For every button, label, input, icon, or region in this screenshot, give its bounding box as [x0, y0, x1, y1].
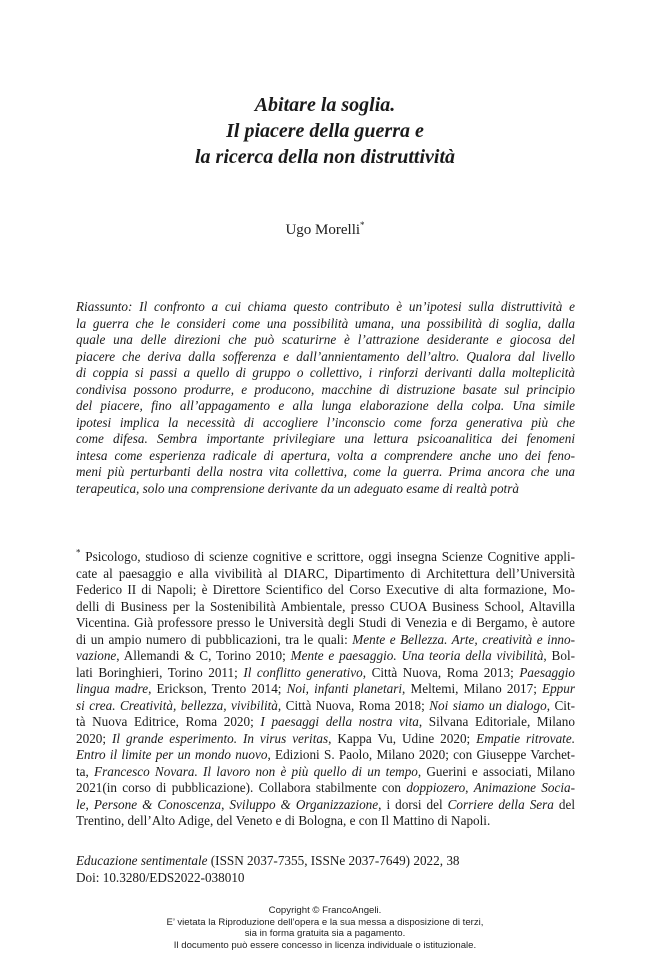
footnote-italic-text: Mente e paesaggio. Una teoria della vivibilità — [290, 648, 544, 663]
footnote-italic-text: Eppur — [542, 681, 575, 696]
journal-doi: Doi: 10.3280/EDS2022-038010 — [76, 869, 245, 885]
footnote-text: , Erickson, Trento 2014; — [148, 681, 287, 696]
title-line: Abitare la soglia. — [254, 94, 396, 116]
footnote-text: , Città Nuova, Roma 2013; — [362, 664, 520, 680]
footnote-italic-text: Corriere della Sera — [447, 796, 554, 812]
copyright-line: Il documento può essere concesso in licenza individuale o istituzionale. — [173, 939, 477, 951]
copyright-notice — [0, 905, 650, 951]
footnote-italic-text: Francesco Novara. Il lavoro non è più quello di un tempo — [94, 763, 418, 779]
abstract-line: intesa come esperienza radicale di apertura, volta a comprendere anche uno dei feno- — [76, 447, 575, 463]
footnote-line — [76, 714, 575, 731]
title-line: Il piacere della guerra e — [226, 120, 424, 142]
footnote-italic-text: Entro il limite per un mondo nuovo — [76, 747, 268, 762]
footnote-line — [76, 549, 575, 566]
abstract-line: ipotesi implica la necessità di accogliere l’inconscio come forza generativa più che — [76, 414, 575, 430]
journal-info — [76, 853, 575, 886]
abstract-line: quale una delle direzioni che può scaturirne è l’attrazione desiderante e giocosa del — [76, 332, 575, 347]
copyright-line: sia in forma gratuita sia a pagamento. — [244, 928, 406, 939]
abstract-line: la guerra che le consideri come una possibilità umana, una possibilità di soglia, dalla — [76, 315, 575, 331]
footnote-text: cate al paesaggio e alla vivibilità al DIARC, Dipartimento di Architettura dell’Università — [76, 565, 575, 581]
footnote-italic-text: Paesaggio — [519, 664, 575, 680]
footnote-italic-text: Noi, infanti planetari — [286, 681, 403, 696]
footnote-italic-text: Animazione Socia- — [473, 780, 575, 795]
footnote-line — [76, 648, 575, 665]
footnote-line — [76, 698, 575, 715]
journal-issn: (ISSN 2037-7355, ISSNe 2037-7649) 2022, 38 — [207, 853, 460, 868]
footnote-text: , Allemandi & C, Torino 2010; — [116, 648, 291, 663]
abstract-line: del piacere, fino all’appagamento e alla lunga elaborazione della colpa. Una simile — [76, 398, 575, 413]
footnote-line — [76, 731, 575, 748]
abstract-line: terapeutica, solo una comprensione derivante da un adeguato esame di realtà potrà — [76, 480, 519, 496]
footnote-text: , Guerini e associati, Milano — [417, 763, 576, 779]
footnote-italic-text: Sviluppo & Organizzazione — [229, 796, 379, 812]
footnote-italic-text: Il grande esperimento. In virus veritas — [111, 730, 329, 746]
footnote-italic-text: Persone & Conoscenza — [93, 796, 222, 812]
footnote-text: ta, — [76, 763, 95, 779]
copyright-line: Copyright © FrancoAngeli. — [268, 905, 382, 916]
footnote-text: Federico II di Napoli; è Direttore Scientifico del Corso Executive di alta formazione, Mo- — [76, 582, 575, 597]
journal-name: Educazione sentimentale — [76, 853, 208, 868]
footnote-text: Psicologo, studioso di scienze cognitive e scrittore, oggi insegna Scienze Cognitive appli- — [85, 549, 576, 564]
footnote-text: Vicentina. Già professore presso le Università degli Studi di Venezia e di Bergamo, è autore — [76, 615, 575, 630]
abstract-line: condivisa possono produrre, e producono, macchine di distruzione basate sul principio — [76, 381, 575, 397]
abstract-line: come difesa. Sembra importante privilegiare una lettura psicoanalitica dei fenomeni — [76, 431, 575, 446]
title-line: la ricerca della non distruttività — [194, 146, 455, 168]
footnote-line — [76, 566, 575, 583]
footnote-text: 2020; — [76, 730, 112, 746]
footnote-italic-text: Mente e Bellezza. Arte, creatività e inno- — [352, 631, 575, 647]
footnote-text: delli di Business per la Sostenibilità Ambientale, presso CUOA Business School, Altavilla — [76, 598, 575, 614]
footnote-line — [76, 632, 575, 649]
footnote-text: , Silvana Editoriale, Milano — [418, 714, 575, 729]
footnote-line — [76, 780, 575, 797]
footnote-text: di un ampio numero di pubblicazioni, tra le quali: — [76, 631, 353, 647]
footnote-text: , Meltemi, Milano 2017; — [402, 681, 543, 696]
abstract-line: Riassunto: Il confronto a cui chiama questo contributo è un’ipotesi sulla distruttività e — [76, 299, 575, 314]
footnote-marker: * — [76, 547, 81, 558]
footnote-text: , — [465, 780, 474, 795]
footnote-line — [76, 599, 575, 616]
author-footnote — [76, 549, 575, 830]
footnote-line — [76, 665, 575, 682]
footnote-line — [76, 582, 575, 599]
footnote-italic-text: Noi siamo un dialogo — [429, 697, 547, 713]
footnote-text: , — [85, 796, 94, 812]
footnote-text: , Edizioni S. Paolo, Milano 2020; con Giuseppe Varchet- — [267, 747, 575, 762]
footnote-italic-text: lingua madre — [76, 681, 149, 696]
footnote-text: lati Boringhieri, Torino 2011; — [76, 664, 244, 680]
footnote-text: , Bol- — [543, 648, 575, 663]
footnote-text: Trentino, dell’Alto Adige, del Veneto e di Bologna, e con Il Mattino di Napoli. — [76, 813, 491, 828]
footnote-italic-text: Il conflitto generativo — [243, 664, 363, 680]
footnote-text: , Kappa Vu, Udine 2020; — [328, 730, 477, 746]
footnote-line — [76, 681, 575, 698]
journal-citation — [76, 853, 575, 870]
footnote-italic-text: si crea. Creatività, bellezza, vivibilità — [76, 697, 278, 713]
author-footnote-marker: * — [360, 220, 365, 230]
footnote-line — [76, 797, 575, 814]
footnote-text: , Città Nuova, Roma 2018; — [277, 697, 430, 713]
article-title — [0, 92, 650, 170]
copyright-line: E’ vietata la Riproduzione dell’opera e la sua messa a disposizione di terzi, — [166, 916, 484, 928]
footnote-text: 2021(in corso di pubblicazione). Collabora stabilmente con — [76, 780, 407, 795]
footnote-text: , i dorsi del — [378, 796, 448, 812]
abstract-line: meni più perturbanti della nostra vita collettiva, come la guerra. Prima ancora che una — [76, 464, 575, 479]
footnote-line — [76, 615, 575, 632]
footnote-text: tà Nuova Editrice, Roma 2020; — [76, 714, 261, 729]
author-text: Ugo Morelli — [285, 222, 361, 238]
footnote-text: , Cit- — [546, 697, 576, 713]
abstract-line: piacere che deriva dalla sofferenza e dall’annientamento dell’altro. Qualora dal livello — [76, 348, 575, 364]
footnote-text: , — [221, 796, 230, 812]
footnote-text: del — [553, 796, 575, 812]
footnote-italic-text: Empatie ritrovate. — [476, 730, 575, 746]
footnote-line — [76, 747, 575, 764]
author-name — [0, 220, 650, 240]
abstract-line: di coppia si passi a quello di gruppo o collettivo, i rinforzi derivanti dalla molteplicità — [76, 365, 575, 380]
footnote-italic-text: doppiozero — [406, 780, 466, 795]
abstract — [76, 299, 575, 497]
footnote-italic-text: I paesaggi della nostra vita — [260, 714, 419, 729]
footnote-line — [76, 764, 575, 781]
footnote-italic-text: le — [76, 796, 86, 812]
footnote-italic-text: vazione — [76, 648, 117, 663]
footnote-line — [76, 813, 575, 830]
